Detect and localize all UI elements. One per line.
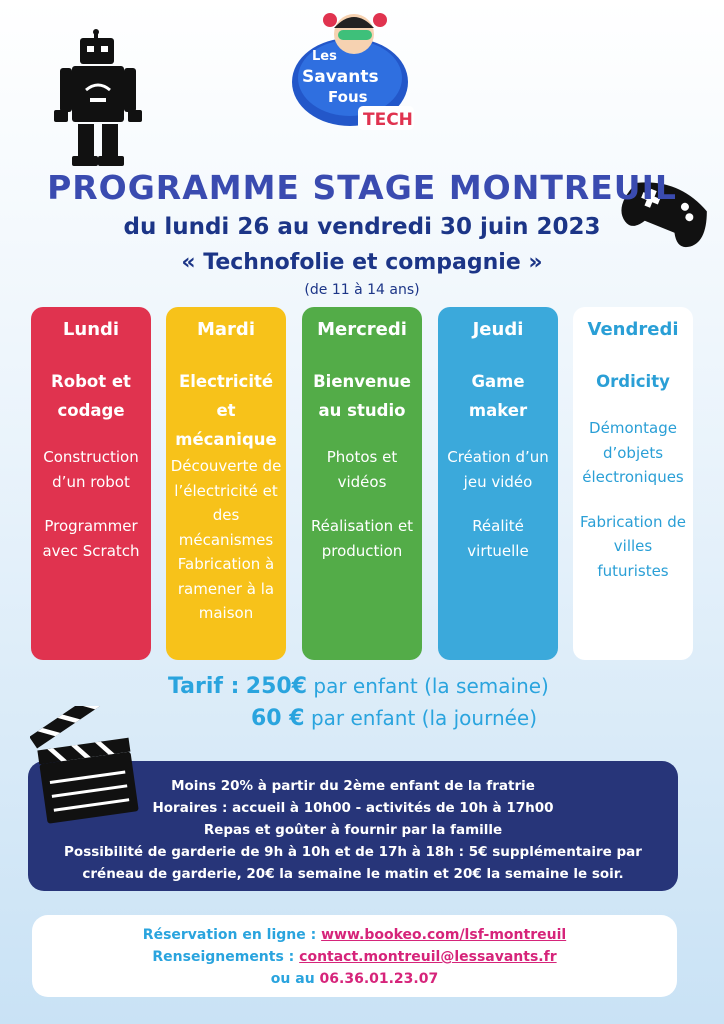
day-activity: Création d’un jeu vidéo [447, 448, 549, 491]
day-activity: Photos et vidéos [326, 448, 398, 491]
day-theme: Electricité et mécanique [175, 372, 277, 449]
price-day [251, 706, 537, 731]
info-line: créneau de garderie, 20€ la semaine le matin et 20€ la semaine le soir. [82, 866, 624, 882]
age-range: (de 11 à 14 ans) [304, 282, 420, 298]
svg-text:TECH: TECH [363, 110, 413, 130]
info-line: Moins 20% à partir du 2ème enfant de la fratrie [171, 778, 535, 794]
day-theme: Bienvenue au studio [313, 372, 411, 420]
day-name: Mercredi [317, 319, 407, 340]
week-price-text: par enfant (la semaine) [313, 674, 549, 698]
day-price-text: par enfant (la journée) [310, 706, 538, 730]
clapperboard-icon [30, 706, 140, 824]
phone-number[interactable]: 06.36.01.23.07 [319, 971, 439, 987]
booking-link[interactable]: www.bookeo.com/lsf-montreuil [321, 927, 567, 943]
booking-label: Réservation en ligne : [142, 927, 317, 943]
price-label: Tarif : [168, 674, 240, 699]
price-week [168, 674, 549, 699]
day-theme: Game maker [468, 372, 528, 420]
day-name: Mardi [197, 319, 255, 340]
email-link[interactable]: contact.montreuil@lessavants.fr [299, 949, 557, 965]
phone-label: ou au [270, 971, 315, 987]
day-activity: Fabrication à ramener à la maison [177, 555, 275, 622]
day-card-mercredi [302, 307, 422, 660]
day-card-mardi [166, 307, 286, 660]
day-theme: Ordicity [596, 372, 670, 391]
logo-icon [288, 12, 423, 134]
day-card-lundi [31, 307, 151, 660]
page-title: PROGRAMME STAGE MONTREUIL [47, 168, 677, 207]
svg-text:Savants: Savants [302, 67, 379, 87]
day-card-jeudi [438, 307, 558, 660]
info-contact-line [32, 946, 677, 968]
info-line: Horaires : accueil à 10h00 - activités de 10h à 17h00 [152, 800, 554, 816]
day-activity: Réalisation et production [310, 517, 414, 560]
booking-line [32, 924, 677, 946]
day-price: 60 € [251, 706, 305, 731]
robot-icon [50, 28, 156, 168]
day-name: Vendredi [587, 319, 679, 340]
day-theme: Robot et codage [51, 372, 131, 420]
day-activity: Construction d’un robot [43, 448, 139, 491]
stage-theme: « Technofolie et compagnie » [181, 250, 543, 275]
info-line: Repas et goûter à fournir par la famille [203, 822, 503, 838]
info-label: Renseignements : [152, 949, 295, 965]
day-activity: Démontage d’objets électroniques [582, 419, 684, 486]
info-line: Possibilité de garderie de 9h à 10h et de 17h à 18h : 5€ supplémentaire par [64, 844, 642, 860]
week-price: 250€ [245, 674, 308, 699]
day-activity: Fabrication de villes futuristes [580, 512, 686, 580]
contact-box [32, 915, 677, 997]
svg-text:Les: Les [312, 49, 337, 64]
day-activity: Découverte de l’électricité et des mécanismes [170, 457, 282, 549]
day-activity: Programmer avec Scratch [42, 517, 140, 560]
day-name: Jeudi [472, 319, 524, 340]
svg-text:Fous: Fous [328, 88, 368, 106]
stage-dates: du lundi 26 au vendredi 30 juin 2023 [123, 214, 601, 240]
day-activity: Réalité virtuelle [467, 517, 529, 560]
day-name: Lundi [62, 319, 120, 340]
day-card-vendredi [573, 307, 693, 660]
phone-line [32, 968, 677, 990]
